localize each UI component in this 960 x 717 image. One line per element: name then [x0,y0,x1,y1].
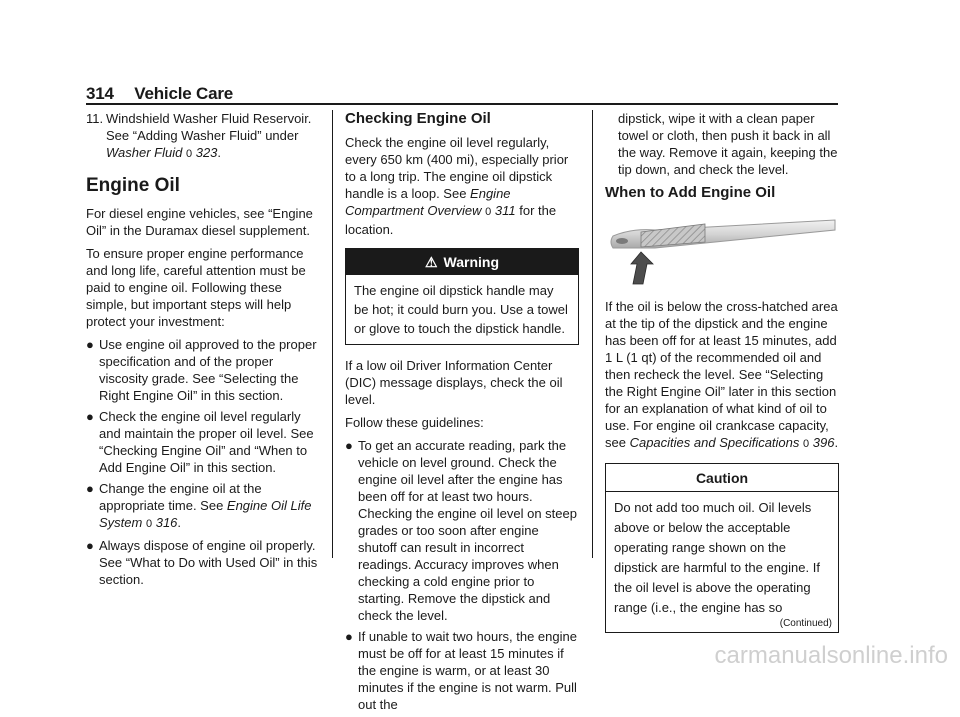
list-item-text: Change the engine oil at the appropriate time. See [99,481,262,513]
warning-icon: ⚠ [424,254,438,270]
column-3 [605,110,839,633]
list-item-text: If unable to wait two hours, the engine must be off for at least 15 minutes if the engine is warm, or at least 30 minutes if the engine is not warm. Pull out the [358,629,577,712]
continued-paragraph: dipstick, wipe it with a clean paper towel or cloth, then push it back in all the way. Remove it again, keeping the tip down, and check the level. [618,111,838,177]
paragraph-end: . [834,435,839,450]
paragraph-end: for the location. [345,203,557,237]
page-ref-icon: 0 [803,438,810,450]
paragraph: For diesel engine vehicles, see “Engine Oil” in the Duramax diesel supplement. [86,206,313,238]
page-ref-icon: 0 [145,518,153,530]
column-1 [86,110,318,592]
page-ref-icon: 0 [185,148,193,160]
paragraph [345,134,579,238]
paragraph-text: If the oil is below the cross-hatched area at the tip of the dipstick and the engine has been off for at least 15 minutes, add 1 L (1 qt) of the recommended oil and then recheck the level. See “Selecting the Right Engine Oil” later in this section for an explanation of what kind of oil to use. For engine oil crankcase capacity, see [605,299,838,450]
warning-title: Warning [443,254,500,270]
bullet-icon: ● [86,481,94,496]
page-ref-number[interactable]: 396 [812,435,835,450]
column-divider-1 [332,110,333,558]
list-item [345,628,579,713]
warning-body: The engine oil dipstick handle may be hot; it could burn you. Use a towel or glove to touch the dipstick handle. [354,283,568,336]
bullet-icon: ● [345,438,353,453]
list-item [86,480,318,533]
list-item-text: Check the engine oil level regularly and maintain the proper oil level. See “Checking Engine Oil” and “When to Add Engine Oil” in this section. [99,409,314,475]
page-ref-number[interactable]: 323 [195,145,218,160]
bullet-icon: ● [86,337,94,352]
numbered-item-11 [86,110,318,163]
item-text: Windshield Washer Fluid Reservoir. See “Adding Washer Fluid” under [106,111,312,143]
watermark: carmanualsonline.info [714,642,948,669]
paragraph [605,298,839,453]
list-item [345,437,579,624]
warning-box [345,248,579,345]
subheading-checking-engine-oil: Checking Engine Oil [345,110,491,127]
cross-ref-link[interactable]: Capacities and Specifications [629,435,800,450]
page-number: 314 [86,84,114,103]
cross-ref-link[interactable]: Washer Fluid [106,145,183,160]
cross-ref-link[interactable]: Engine Compartment Overview [345,186,511,218]
section-heading-engine-oil: Engine Oil [86,175,180,196]
section-title: Vehicle Care [134,84,234,103]
page-ref-number[interactable]: 316 [155,515,178,530]
list-item-text: Always dispose of engine oil properly. See “What to Do with Used Oil” in this section. [99,538,318,587]
header-rule [86,103,838,105]
list-item [86,336,318,404]
paragraph: Follow these guidelines: [345,415,484,430]
dipstick-illustration [605,208,839,288]
paragraph: To ensure proper engine performance and long life, careful attention must be paid to engine oil. Following these simple, but important steps will help protect your investment: [86,246,306,329]
list-item [86,408,318,476]
caution-title: Caution [606,464,838,492]
page-header [86,84,233,104]
bullet-list [86,336,318,588]
paragraph-text: Check the engine oil level regularly, every 650 km (400 mi), especially prior to a long trip. The engine oil dipstick handle is a loop. See [345,135,569,201]
dipstick-tip-hole [616,238,628,244]
page-ref-icon: 0 [485,206,492,218]
list-item-text: To get an accurate reading, park the vehicle on level ground. Check the engine oil level after the engine has been off for at least two hours. Checking the engine oil level on steep grades or too soon after engine shutoff can result in incorrect readings. Accuracy improves when checking a cold engine prior to starting. Remove the dipstick and check the level. [358,438,577,623]
caution-body: Do not add too much oil. Oil levels above or below the acceptable operating range shown on the dipstick are harmful to the engine. If the oil level is above the operating range (i.e., the engine has so [614,500,820,615]
bullet-icon: ● [86,538,94,553]
caution-box [605,463,839,633]
page-ref-number[interactable]: 311 [494,203,516,218]
warning-header [346,249,578,275]
column-2 [345,110,579,717]
item-end: . [217,145,222,160]
item-number: 11. [86,111,104,126]
continued-label: (Continued) [779,618,832,629]
column-divider-2 [592,110,593,558]
list-item-end: . [177,515,182,530]
bullet-icon: ● [345,629,353,644]
subheading-when-to-add-oil: When to Add Engine Oil [605,184,776,201]
list-item [86,537,318,588]
cross-ref-link[interactable]: Engine Oil Life System [99,498,312,530]
bullet-list [345,437,579,713]
bullet-icon: ● [86,409,94,424]
paragraph: If a low oil Driver Information Center (DIC) message displays, check the oil level. [345,358,563,407]
arrow-pointer-icon [631,252,653,284]
list-item-text: Use engine oil approved to the proper specification and of the proper viscosity grade. See “Selecting the Right Engine Oil” in this section. [99,337,317,403]
